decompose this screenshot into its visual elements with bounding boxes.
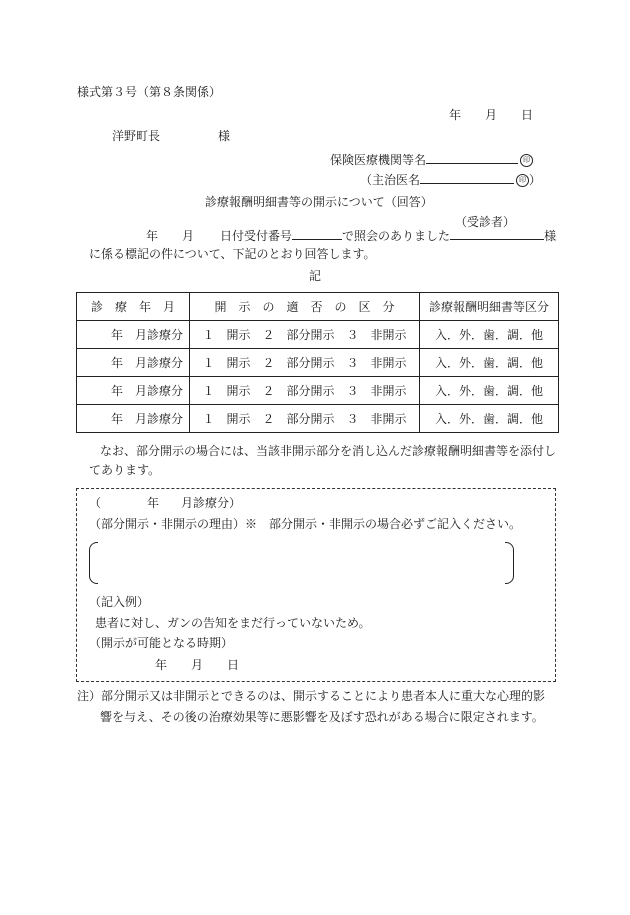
header-period: 診 療 年 月	[77, 293, 190, 321]
box-open-paren: （	[89, 496, 102, 510]
timing-date-line	[155, 657, 239, 673]
seal-mark: 印	[520, 154, 533, 167]
timing-month: 月	[191, 658, 204, 672]
inquiry-year: 年	[146, 229, 159, 243]
receipt-number-field[interactable]	[292, 227, 342, 240]
row-options[interactable]: １ 開示 ２ 部分開示 ３ 非開示	[190, 377, 420, 405]
patient-label: （受診者）	[455, 215, 516, 229]
date-month-label: 月	[485, 108, 498, 122]
reason-input-area[interactable]	[100, 544, 500, 580]
timing-label: （開示が可能となる時期）	[89, 636, 234, 650]
addressee-honorific: 様	[218, 129, 231, 143]
date-day-label: 日	[521, 108, 534, 122]
reason-label: （部分開示・非開示の理由）※ 部分開示・非開示の場合必ずご記入ください。	[89, 517, 522, 531]
row-kinds[interactable]: 入．外．歯．調．他	[420, 349, 559, 377]
table-header-row	[77, 293, 559, 321]
row-kinds[interactable]: 入．外．歯．調．他	[420, 377, 559, 405]
table-row	[77, 321, 559, 349]
example-text: 患者に対し、ガンの告知をまだ行っていないため。	[95, 616, 371, 630]
doctor-label: （主治医名	[360, 173, 421, 187]
institution-line	[330, 151, 533, 168]
timing-year: 年	[155, 658, 168, 672]
doctor-close: ）	[529, 173, 542, 187]
header-kinds: 診療報酬明細書等区分	[420, 293, 559, 321]
row-options[interactable]: １ 開示 ２ 部分開示 ３ 非開示	[190, 405, 420, 433]
header-disclosure: 開 示 の 適 否 の 区 分	[190, 293, 420, 321]
row-kinds[interactable]: 入．外．歯．調．他	[420, 405, 559, 433]
row-options[interactable]: １ 開示 ２ 部分開示 ３ 非開示	[190, 321, 420, 349]
inquiry-line	[146, 227, 556, 244]
box-month: 月診療分）	[181, 496, 242, 510]
note-line-1: なお、部分開示の場合には、当該非開示部分を消し込んだ診療報酬明細書等を添付し	[100, 444, 557, 458]
row-period[interactable]: 年 月診療分	[77, 349, 190, 377]
inquiry-line-2: に係る標記の件について、下記のとおり回答します。	[89, 247, 376, 261]
inquiry-mid: で照会のありました	[342, 229, 451, 243]
footnote-line-2: 響を与え、その後の治療効果等に悪影響を及ぼす恐れがある場合に限定されます。	[100, 710, 544, 724]
inquiry-month: 月	[182, 229, 195, 243]
row-period[interactable]: 年 月診療分	[77, 405, 190, 433]
table-row	[77, 377, 559, 405]
row-kinds[interactable]: 入．外．歯．調．他	[420, 321, 559, 349]
row-options[interactable]: １ 開示 ２ 部分開示 ３ 非開示	[190, 349, 420, 377]
addressee: 洋野町長	[112, 129, 161, 143]
box-year: 年	[147, 496, 160, 510]
ki-heading: 記	[309, 269, 322, 283]
row-period[interactable]: 年 月診療分	[77, 321, 190, 349]
institution-label: 保険医療機関等名	[330, 153, 427, 167]
doctor-line	[360, 171, 541, 188]
disclosure-table	[76, 292, 559, 433]
reason-bracket-left	[89, 542, 98, 584]
document-title: 診療報酬明細書等の開示について（回答）	[205, 195, 433, 209]
box-period-line	[89, 495, 241, 511]
table-row	[77, 405, 559, 433]
patient-name-field[interactable]	[450, 227, 544, 240]
institution-field[interactable]	[426, 151, 518, 164]
timing-day: 日	[227, 658, 240, 672]
note-line-2: てあります。	[89, 463, 161, 477]
doctor-field[interactable]	[420, 171, 514, 184]
date-year-label: 年	[449, 108, 462, 122]
row-period[interactable]: 年 月診療分	[77, 377, 190, 405]
inquiry-receipt-label: 日付受付番号	[220, 229, 293, 243]
doctor-seal-mark: 印	[516, 174, 529, 187]
reason-bracket-right	[505, 542, 514, 584]
form-number: 様式第３号（第８条関係）	[77, 85, 222, 99]
example-label: （記入例）	[89, 595, 150, 609]
footnote-line-1: 注）部分開示又は非開示とできるのは、開示することにより患者本人に重大な心理的影	[77, 689, 546, 703]
table-row	[77, 349, 559, 377]
inquiry-honorific: 様	[544, 229, 557, 243]
